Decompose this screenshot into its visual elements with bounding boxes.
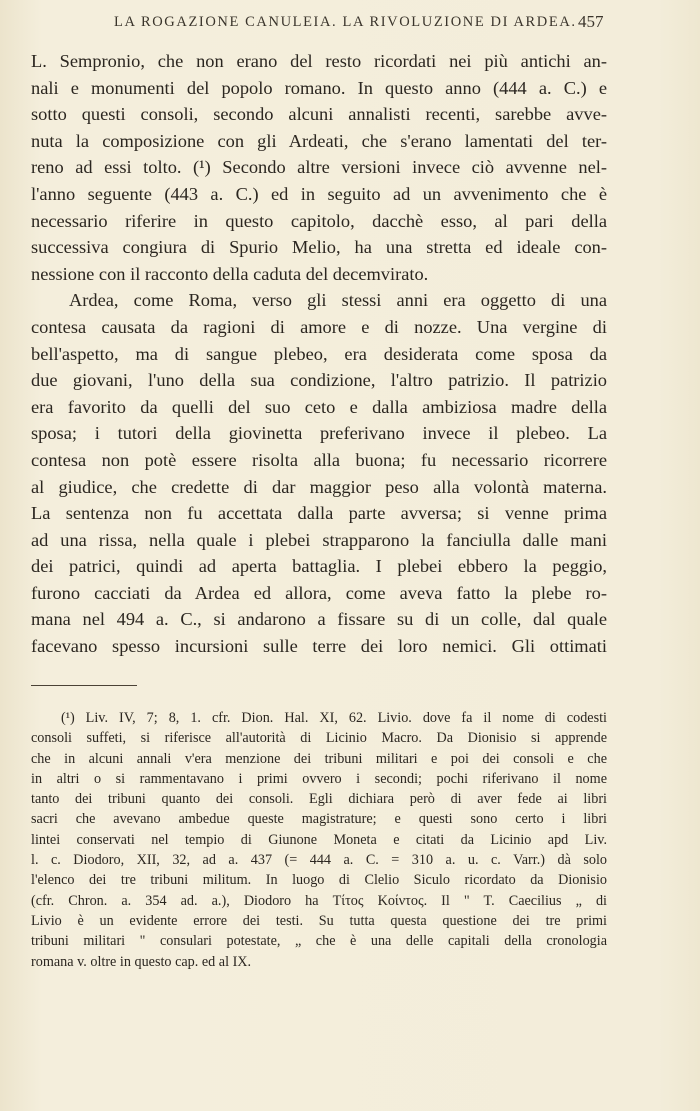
body-line: contesa causata da ragioni di amore e di nozze. Una vergine di bbox=[31, 316, 607, 337]
footnote-line: Livio è un evidente errore dei testi. Su tutta questa questione dei tre primi bbox=[31, 912, 607, 929]
body-line: necessario riferire in questo capitolo, dacchè esso, al pari della bbox=[31, 210, 607, 231]
running-title: LA ROGAZIONE CANULEIA. LA RIVOLUZIONE DI ARDEA. bbox=[114, 14, 577, 30]
body-line: ad una rissa, nella quale i plebei strapparono la fanciulla dalle mani bbox=[31, 529, 607, 550]
body-text bbox=[31, 48, 607, 660]
footnote-line: l. c. Diodoro, XII, 32, ad a. 437 (= 444 a. C. = 310 a. u. c. Varr.) dà solo bbox=[31, 852, 607, 869]
body-line: contesa non potè essere risolta alla buona; fu necessario ricorrere bbox=[31, 449, 607, 470]
body-line: reno ad essi tolto. (¹) Secondo altre versioni invece ciò avvenne nel- bbox=[31, 157, 607, 178]
body-line: nessione con il racconto della caduta del decemvirato. bbox=[31, 263, 429, 284]
body-line: bell'aspetto, ma di sangue plebeo, era desiderata come sposa da bbox=[31, 343, 607, 364]
footnote-line: consoli suffeti, si riferisce all'autorità di Licinio Macro. Da Dionisio si apprende bbox=[31, 730, 607, 747]
body-line: dei patrici, quindi ad aperta battaglia. I plebei ebbero la peggio, bbox=[31, 556, 607, 577]
body-line: al giudice, che credette di dar maggior peso alla volontà materna. bbox=[31, 476, 607, 497]
footnote-line: sacri che avevano ambedue queste magistrature; e questi sono certo i libri bbox=[31, 811, 607, 828]
footnote-line: tanto dei tribuni quanto dei consoli. Egli dichiara però di aver fede ai libri bbox=[31, 791, 607, 808]
body-line: l'anno seguente (443 a. C.) ed in seguito ad un avvenimento che è bbox=[31, 183, 607, 204]
body-line: La sentenza non fu accettata dalla parte avversa; si venne prima bbox=[31, 503, 607, 524]
footnote-line: lintei conservati nel tempio di Giunone Moneta e citati da Licinio apd Liv. bbox=[31, 831, 607, 848]
body-line: era favorito da quelli del suo ceto e dalla ambiziosa madre della bbox=[31, 396, 607, 417]
body-line: sposa; i tutori della giovinetta preferivano invece il plebeo. La bbox=[31, 423, 607, 444]
body-line: nuta la composizione con gli Ardeati, che s'erano lamentati del ter- bbox=[31, 130, 607, 151]
footnote-line: che in alcuni annali v'era menzione dei tribuni militari e poi dei consoli e che bbox=[31, 750, 607, 767]
footnote-line: romana v. oltre in questo cap. ed al IX. bbox=[31, 953, 252, 970]
body-line: furono cacciati da Ardea ed allora, come aveva fatto la plebe ro- bbox=[31, 582, 607, 603]
body-line: due giovani, l'uno della sua condizione, l'altro patrizio. Il patrizio bbox=[31, 370, 607, 391]
footnote-line: tribuni militari " consulari potestate, „ che è una delle capitali della cronologia bbox=[31, 933, 607, 950]
body-line: L. Sempronio, che non erano del resto ricordati nei più antichi an- bbox=[31, 51, 607, 71]
footnote-line: l'elenco dei tre tribuni militum. In luogo di Clelio Siculo ricordato da Dionisio bbox=[31, 872, 607, 889]
footnote-rule bbox=[31, 685, 137, 686]
body-line: Ardea, come Roma, verso gli stessi anni era oggetto di una bbox=[69, 290, 607, 311]
body-line: sotto questi consoli, secondo alcuni annalisti recenti, sarebbe avve- bbox=[31, 104, 607, 125]
body-line: facevano spesso incursioni sulle terre dei loro nemici. Gli ottimati bbox=[31, 636, 607, 657]
body-line: successiva congiura di Spurio Melio, ha una stretta ed ideale con- bbox=[31, 237, 607, 258]
footnote-line: in altri o si rammentavano i primi ovvero i secondi; pochi riferivano il nome bbox=[31, 770, 607, 787]
page-number: 457 bbox=[578, 12, 604, 31]
footnotes bbox=[31, 708, 607, 972]
running-head bbox=[0, 8, 700, 40]
footnote-line: (cfr. Chron. a. 354 ad. a.), Diodoro ha Τίτος Κοίντος. Il " T. Caecilius „ di bbox=[31, 892, 607, 909]
body-line: nali e monumenti del popolo romano. In questo anno (444 a. C.) e bbox=[31, 77, 607, 98]
body-line: mana nel 494 a. C., si andarono a fissare su di un colle, dal quale bbox=[31, 609, 607, 630]
footnote-line: (¹) Liv. IV, 7; 8, 1. cfr. Dion. Hal. XI, 62. Livio. dove fa il nome di codesti bbox=[61, 710, 607, 726]
